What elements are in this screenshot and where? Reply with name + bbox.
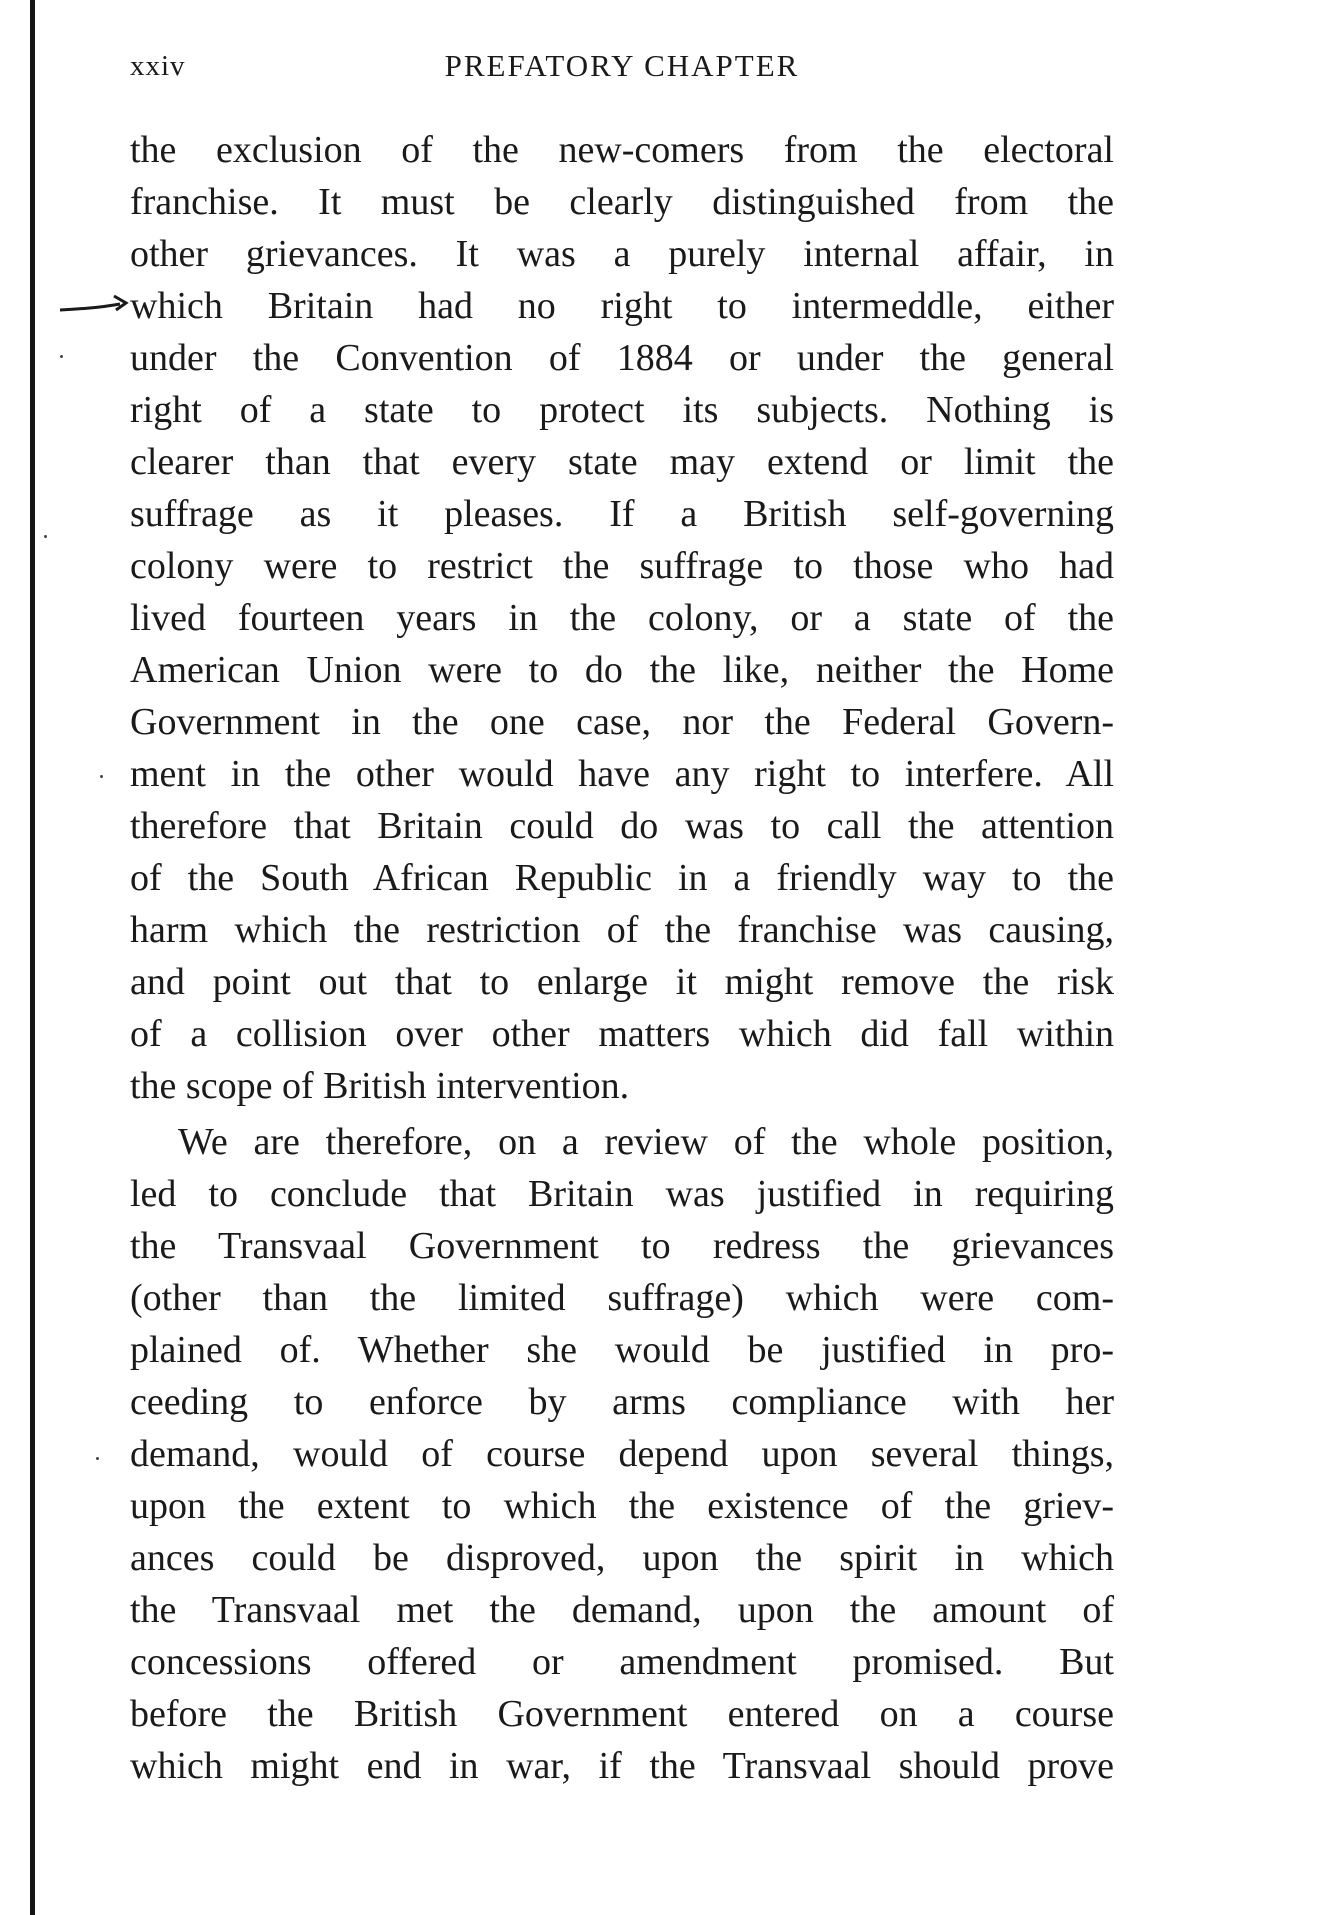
text-line: plained of. Whether she would be justified in pro-	[130, 1329, 1114, 1371]
page-number: xxiv	[130, 50, 186, 82]
text-line: right of a state to protect its subjects. Nothing is	[130, 389, 1114, 431]
text-line: suffrage as it pleases. If a British self-governing	[130, 493, 1114, 535]
text-line: (other than the limited suffrage) which were com-	[130, 1277, 1114, 1319]
text-line: which Britain had no right to intermeddle, either	[130, 285, 1114, 327]
text-line: Government in the one case, nor the Federal Govern-	[130, 701, 1114, 743]
text-line: ceeding to enforce by arms compliance with her	[130, 1381, 1114, 1423]
text-line: the Transvaal met the demand, upon the amount of	[130, 1589, 1114, 1631]
text-line: ances could be disproved, upon the spirit in which	[130, 1537, 1114, 1579]
margin-speck	[44, 535, 47, 538]
text-line: of a collision over other matters which did fall within	[130, 1013, 1114, 1055]
text-line: harm which the restriction of the franchise was causing,	[130, 909, 1114, 951]
text-line: therefore that Britain could do was to call the attention	[130, 805, 1114, 847]
text-line: franchise. It must be clearly distinguished from the	[130, 181, 1114, 223]
margin-speck	[96, 1457, 99, 1460]
text-line: colony were to restrict the suffrage to those who had	[130, 545, 1114, 587]
margin-speck	[100, 775, 103, 778]
paragraph	[130, 124, 1114, 1112]
margin-speck	[60, 355, 63, 358]
text-line: lived fourteen years in the colony, or a state of the	[130, 597, 1114, 639]
text-line: the scope of British intervention.	[130, 1065, 630, 1107]
page-binding-edge	[30, 0, 35, 1915]
margin-arrow-icon	[58, 290, 138, 320]
text-line: clearer than that every state may extend or limit the	[130, 441, 1114, 483]
text-line: upon the extent to which the existence of the griev-	[130, 1485, 1114, 1527]
paragraph	[130, 1116, 1114, 1792]
text-line: the exclusion of the new-comers from the electoral	[130, 129, 1114, 171]
text-line: and point out that to enlarge it might remove the risk	[130, 961, 1114, 1003]
text-line: the Transvaal Government to redress the grievances	[130, 1225, 1114, 1267]
text-line: which might end in war, if the Transvaal should prove	[130, 1745, 1114, 1787]
body-text	[130, 124, 1114, 1792]
text-line: ment in the other would have any right to interfere. All	[130, 753, 1114, 795]
text-line: of the South African Republic in a friendly way to the	[130, 857, 1114, 899]
text-line: demand, would of course depend upon several things,	[130, 1433, 1114, 1475]
text-line: other grievances. It was a purely internal affair, in	[130, 233, 1114, 275]
text-line: American Union were to do the like, neither the Home	[130, 649, 1114, 691]
text-line: led to conclude that Britain was justified in requiring	[130, 1173, 1114, 1215]
text-line: concessions offered or amendment promised. But	[130, 1641, 1114, 1683]
running-head: PREFATORY CHAPTER	[444, 48, 800, 83]
text-line: under the Convention of 1884 or under the general	[130, 337, 1114, 379]
text-line: We are therefore, on a review of the whole position,	[178, 1121, 1114, 1163]
text-line: before the British Government entered on a course	[130, 1693, 1114, 1735]
